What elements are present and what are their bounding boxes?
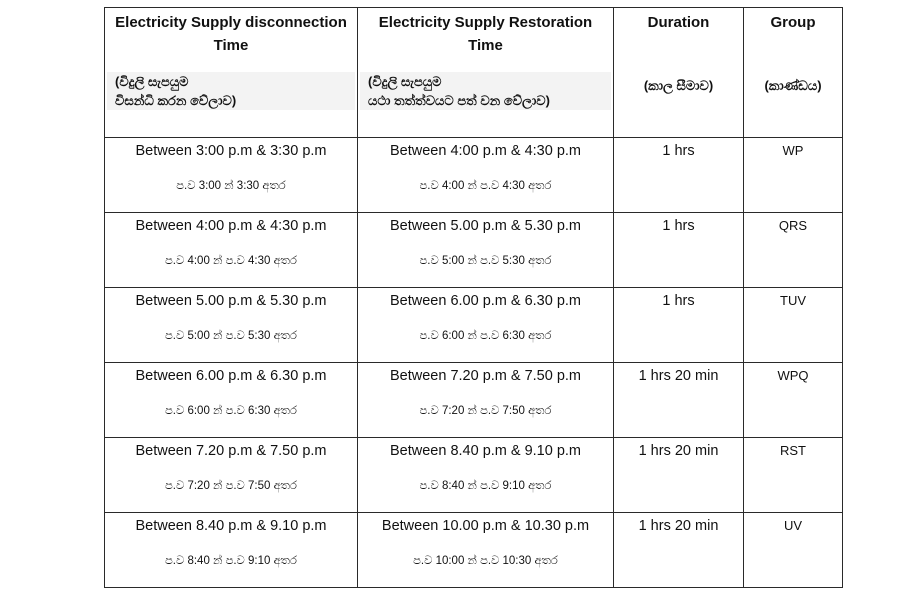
group-value: WPQ [777, 368, 809, 383]
duration-value: 1 hrs [662, 218, 695, 234]
restore-cell [358, 288, 614, 363]
duration-cell [614, 213, 744, 288]
group-value: TUV [780, 293, 806, 308]
restore-cell [358, 513, 614, 588]
group-cell [744, 288, 843, 363]
restore-cell [358, 438, 614, 513]
group-value: UV [783, 518, 803, 533]
restore-cell [358, 363, 614, 438]
header-group-en: Group [770, 14, 816, 31]
group-cell [744, 138, 843, 213]
restore-time-si: ප.ව 7:20 න් ප.ව 7:50 අතර [419, 405, 552, 417]
restore-cell [358, 138, 614, 213]
disconnect-cell [105, 438, 358, 513]
header-group-si: (කාණ්ඩය) [764, 78, 822, 93]
disconnect-time-en: Between 5.00 p.m & 5.30 p.m [135, 293, 327, 309]
header-disconnection-en: Electricity Supply disconnection Time [115, 14, 347, 54]
restore-time-si: ප.ව 10:00 න් ප.ව 10:30 අතර [413, 555, 558, 567]
duration-value: 1 hrs 20 min [638, 443, 719, 459]
restore-time-si: ප.ව 6:00 න් ප.ව 6:30 අතර [419, 330, 552, 342]
restore-time-si: ප.ව 8:40 න් ප.ව 9:10 අතර [419, 480, 552, 492]
group-value: WP [782, 143, 804, 158]
header-restoration-time [358, 8, 614, 138]
header-restoration-si [360, 72, 611, 110]
disconnect-time-si: ප.ව 8:40 න් ප.ව 9:10 අතර [165, 555, 297, 567]
table-row [105, 213, 843, 288]
restore-time-si: ප.ව 4:00 න් ප.ව 4:30 අතර [419, 180, 552, 192]
header-restoration-en: Electricity Supply Restoration Time [378, 14, 593, 54]
header-disconnection-si [107, 72, 355, 110]
header-disconnection-si-line1: (විදුලි සැපයුම [115, 74, 189, 89]
header-group [744, 8, 843, 138]
header-duration [614, 8, 744, 138]
duration-value: 1 hrs 20 min [638, 368, 719, 384]
restore-time-en: Between 7.20 p.m & 7.50 p.m [389, 368, 582, 384]
table-row [105, 138, 843, 213]
restore-time-si: ප.ව 5:00 න් ප.ව 5:30 අතර [419, 255, 552, 267]
table-header-row [105, 8, 843, 138]
disconnect-time-en: Between 4:00 p.m & 4:30 p.m [135, 218, 327, 234]
group-cell [744, 438, 843, 513]
header-restoration-si-line2: යථා තත්ත්වයට පත් වන වේලාව) [368, 93, 550, 108]
header-duration-si: (කාල සීමාව) [643, 78, 714, 93]
disconnect-time-en: Between 6.00 p.m & 6.30 p.m [135, 368, 327, 384]
disconnect-time-si: ප.ව 5:00 න් ප.ව 5:30 අතර [165, 330, 297, 342]
restore-time-en: Between 4:00 p.m & 4:30 p.m [389, 143, 582, 159]
disconnect-time-en: Between 3:00 p.m & 3:30 p.m [135, 143, 327, 159]
restore-time-en: Between 8.40 p.m & 9.10 p.m [389, 443, 582, 459]
power-cut-schedule-table [104, 7, 843, 588]
disconnect-cell [105, 138, 358, 213]
group-value: RST [780, 443, 806, 458]
group-cell [744, 513, 843, 588]
duration-value: 1 hrs [662, 293, 695, 309]
header-duration-en: Duration [647, 14, 710, 31]
header-restoration-si-line1: (විදුලි සැපයුම [368, 74, 442, 89]
table-row [105, 363, 843, 438]
disconnect-time-en: Between 8.40 p.m & 9.10 p.m [135, 518, 327, 534]
disconnect-cell [105, 513, 358, 588]
group-cell [744, 363, 843, 438]
restore-time-en: Between 6.00 p.m & 6.30 p.m [389, 293, 582, 309]
header-disconnection-time [105, 8, 358, 138]
restore-cell [358, 213, 614, 288]
disconnect-cell [105, 363, 358, 438]
restore-time-en: Between 5.00 p.m & 5.30 p.m [389, 218, 582, 234]
disconnect-time-si: ප.ව 6:00 න් ප.ව 6:30 අතර [165, 405, 297, 417]
disconnect-cell [105, 213, 358, 288]
duration-cell [614, 363, 744, 438]
disconnect-time-si: ප.ව 4:00 න් ප.ව 4:30 අතර [165, 255, 297, 267]
duration-cell [614, 513, 744, 588]
restore-time-en: Between 10.00 p.m & 10.30 p.m [381, 518, 590, 534]
duration-cell [614, 138, 744, 213]
table-row [105, 288, 843, 363]
duration-cell [614, 438, 744, 513]
group-value: QRS [778, 218, 808, 233]
disconnect-cell [105, 288, 358, 363]
table-row [105, 438, 843, 513]
group-cell [744, 213, 843, 288]
table-row [105, 513, 843, 588]
disconnect-time-si: ප.ව 7:20 න් ප.ව 7:50 අතර [165, 480, 297, 492]
header-disconnection-si-line2: විසන්ධි කරන වේලාව) [115, 93, 237, 108]
duration-value: 1 hrs [662, 143, 695, 159]
disconnect-time-en: Between 7.20 p.m & 7.50 p.m [135, 443, 327, 459]
duration-value: 1 hrs 20 min [638, 518, 719, 534]
duration-cell [614, 288, 744, 363]
disconnect-time-si: ප.ව 3:00 න් 3:30 අතර [176, 180, 286, 192]
